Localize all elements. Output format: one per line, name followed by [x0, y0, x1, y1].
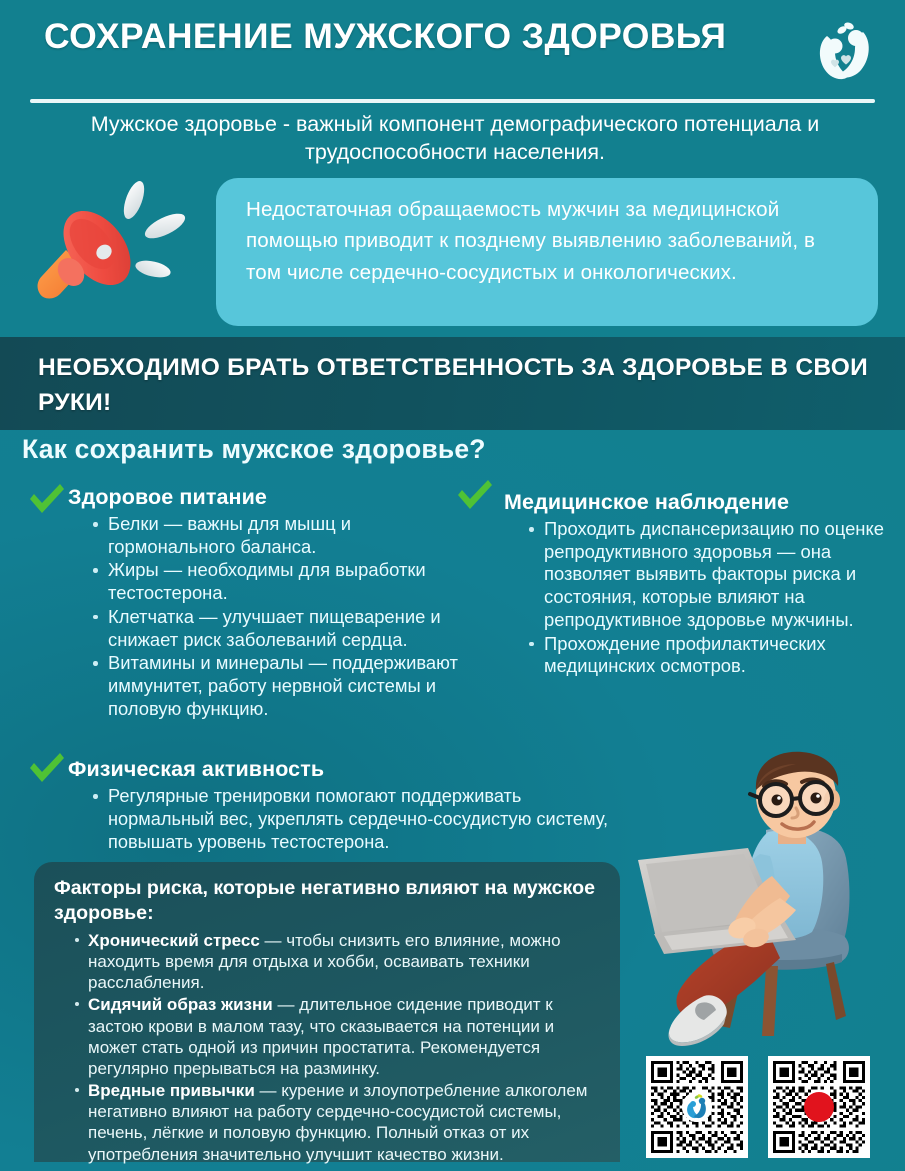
list-item: Регулярные тренировки помогают поддерживать нормальный вес, укреплять сердечно-сосудистую систему, повышать уровень тестостерона. — [86, 785, 628, 854]
risk-factors-list — [70, 930, 604, 1165]
risk-factors-box — [34, 862, 620, 1162]
red-circular-badge-icon — [804, 1092, 834, 1122]
section-healthy-nutrition — [68, 485, 458, 721]
section-title: Физическая активность — [68, 757, 325, 781]
list-item — [70, 994, 604, 1079]
list-item: Витамины и минералы — поддерживают иммунитет, работу нервной системы и половую функцию. — [86, 652, 458, 720]
risk-text: — чтобы снизить его влияние, можно находить время для отдыха и хобби, осваивать техники расслабления. — [88, 930, 561, 993]
risk-text: — длительное сидение приводит к застою крови в малом тазу, что сказывается на потенции и может стать одной из причин простатита. Рекомендуется регулярно прерываться на разминку. — [88, 995, 555, 1078]
risk-text: — курение и злоупотребление алкоголем негативно влияют на работу сердечно-сосудистой системы, печень, лёгкие и половую функцию. Полный отказ от их употребления значительно улучшит качество жизни. — [88, 1081, 588, 1164]
list-item — [70, 1080, 604, 1165]
green-check-icon — [27, 751, 67, 785]
section-title: Медицинское наблюдение — [504, 490, 790, 514]
list-item: Белки — важны для мышц и гормонального баланса. — [86, 513, 458, 558]
list-item: Прохождение профилактических медицинских осмотров. — [522, 633, 894, 678]
activity-bullet-list — [86, 785, 628, 854]
risk-term: Вредные привычки — [88, 1081, 255, 1101]
banner-text: НЕОБХОДИМО БРАТЬ ОТВЕТСТВЕННОСТЬ ЗА ЗДОРОВЬЕ В СВОИ РУКИ! — [38, 354, 869, 416]
list-item: Проходить диспансеризацию по оценке репродуктивного здоровья — она позволяет выявить факторы риска и состояния, которые влияют на репродуктивное здоровье мужчины. — [522, 518, 894, 632]
header-subtitle: Мужское здоровье - важный компонент демографического потенциала и трудоспособности населения. — [90, 112, 820, 165]
nutrition-bullet-list — [86, 513, 458, 720]
list-item — [70, 930, 604, 993]
qr-code-right[interactable] — [768, 1056, 870, 1158]
qr-code-group — [646, 1056, 870, 1158]
responsibility-banner — [0, 337, 905, 430]
man-with-laptop-in-armchair-illustration — [620, 748, 905, 1058]
callout-box — [216, 178, 878, 326]
green-check-icon — [27, 482, 67, 516]
section-medical-observation — [504, 490, 894, 679]
risk-term: Хронический стресс — [88, 930, 260, 950]
family-logo-badge-icon — [682, 1092, 712, 1122]
medical-bullet-list — [522, 518, 894, 678]
list-item: Жиры — необходимы для выработки тестостерона. — [86, 559, 458, 604]
green-check-icon — [455, 478, 495, 512]
callout-text: Недостаточная обращаемость мужчин за медицинской помощью приводит к позднему выявлению заболеваний, в том числе сердечно-сосудистых и онкологических. — [246, 198, 816, 284]
poster-header — [0, 0, 905, 100]
risk-term: Сидячий образ жизни — [88, 995, 273, 1015]
section-physical-activity — [68, 757, 628, 855]
question-heading: Как сохранить мужское здоровье? — [22, 434, 486, 464]
header-divider — [30, 99, 875, 103]
megaphone-icon — [22, 176, 208, 308]
family-figures-logo-icon — [809, 14, 881, 86]
section-title: Здоровое питание — [68, 485, 267, 509]
qr-code-left[interactable] — [646, 1056, 748, 1158]
list-item: Клетчатка — улучшает пищеварение и снижает риск заболеваний сердца. — [86, 606, 458, 651]
page-title: СОХРАНЕНИЕ МУЖСКОГО ЗДОРОВЬЯ — [44, 16, 727, 56]
risk-factors-title: Факторы риска, которые негативно влияют на мужское здоровье: — [54, 877, 595, 925]
